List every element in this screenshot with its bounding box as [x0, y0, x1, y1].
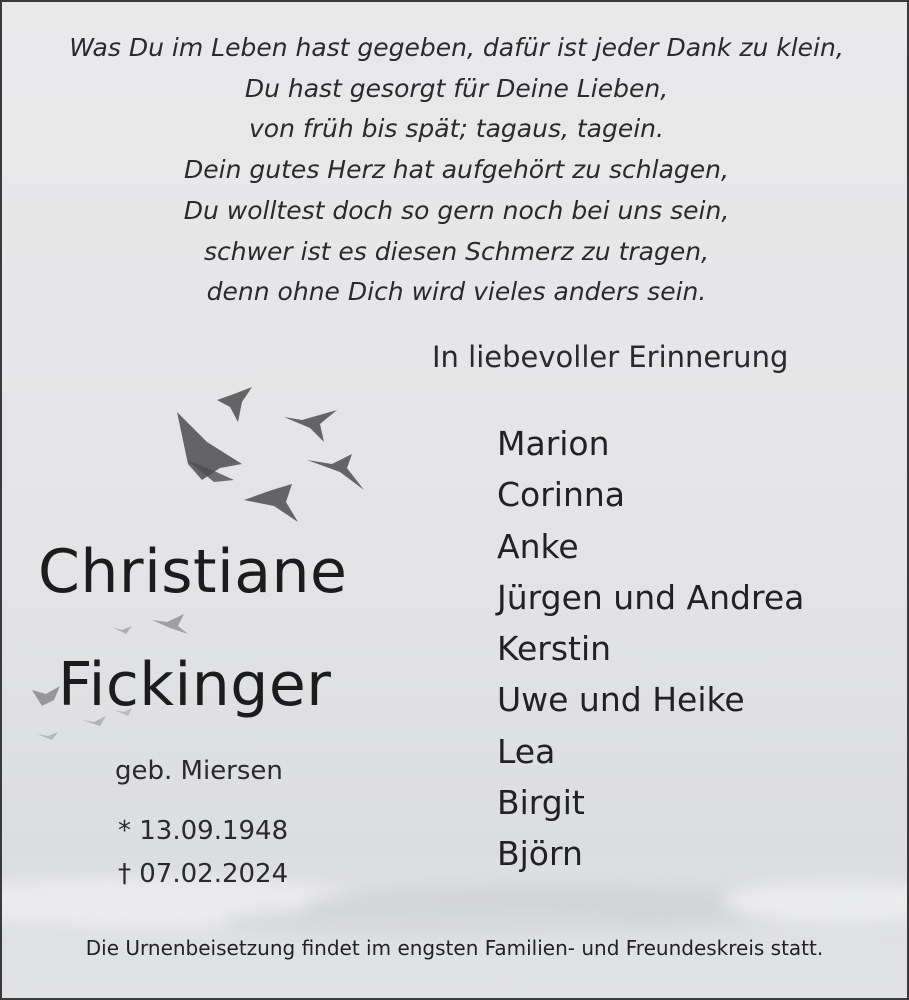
bird-icon [112, 626, 132, 634]
mourner-name: Birgit [497, 783, 585, 823]
mourner-name: Marion [497, 424, 610, 463]
poem [2, 28, 909, 313]
deceased-first-name: Christiane [38, 537, 348, 607]
mourner-name: Jürgen und Andrea [497, 577, 805, 617]
bird-icon [284, 410, 337, 442]
mourner-name: Björn [497, 834, 583, 874]
bird-icon [32, 686, 60, 706]
mourner-name: Uwe und Heike [497, 680, 745, 720]
maiden-name: geb. Miersen [115, 756, 283, 786]
bird-icon [152, 614, 188, 634]
mourner-name: Corinna [497, 475, 626, 515]
birth-date: * 13.09.1948 [118, 816, 289, 846]
mourner-name: Anke [497, 526, 579, 566]
mourners-list [497, 418, 804, 880]
burial-note: Die Urnenbeisetzung findet im engsten Familien- und Freundeskreis statt. [85, 936, 824, 960]
poem-line: von früh bis spät; tagaus, tagein. [249, 114, 664, 144]
bird-icon [217, 387, 252, 422]
poem-line: schwer ist es diesen Schmerz zu tragen, [203, 236, 710, 266]
bird-icon [244, 484, 298, 522]
poem-line: Du wolltest doch so gern noch bei uns sein, [183, 195, 730, 225]
remembrance-heading: In liebevoller Erinnerung [432, 340, 789, 374]
poem-line: Du hast gesorgt für Deine Lieben, [244, 73, 669, 103]
poem-line: Was Du im Leben hast gegeben, dafür ist jeder Dank zu klein, [69, 33, 844, 62]
bird-icon [37, 732, 58, 740]
bird-icon [307, 454, 364, 490]
deceased-last-name: Fickinger [58, 650, 332, 720]
mourner-name: Lea [497, 731, 556, 771]
poem-line: Dein gutes Herz hat aufgehört zu schlagen, [184, 155, 729, 185]
poem-line: denn ohne Dich wird vieles anders sein. [206, 277, 707, 307]
mourner-name: Kerstin [497, 629, 612, 669]
death-date: † 07.02.2024 [118, 859, 289, 889]
